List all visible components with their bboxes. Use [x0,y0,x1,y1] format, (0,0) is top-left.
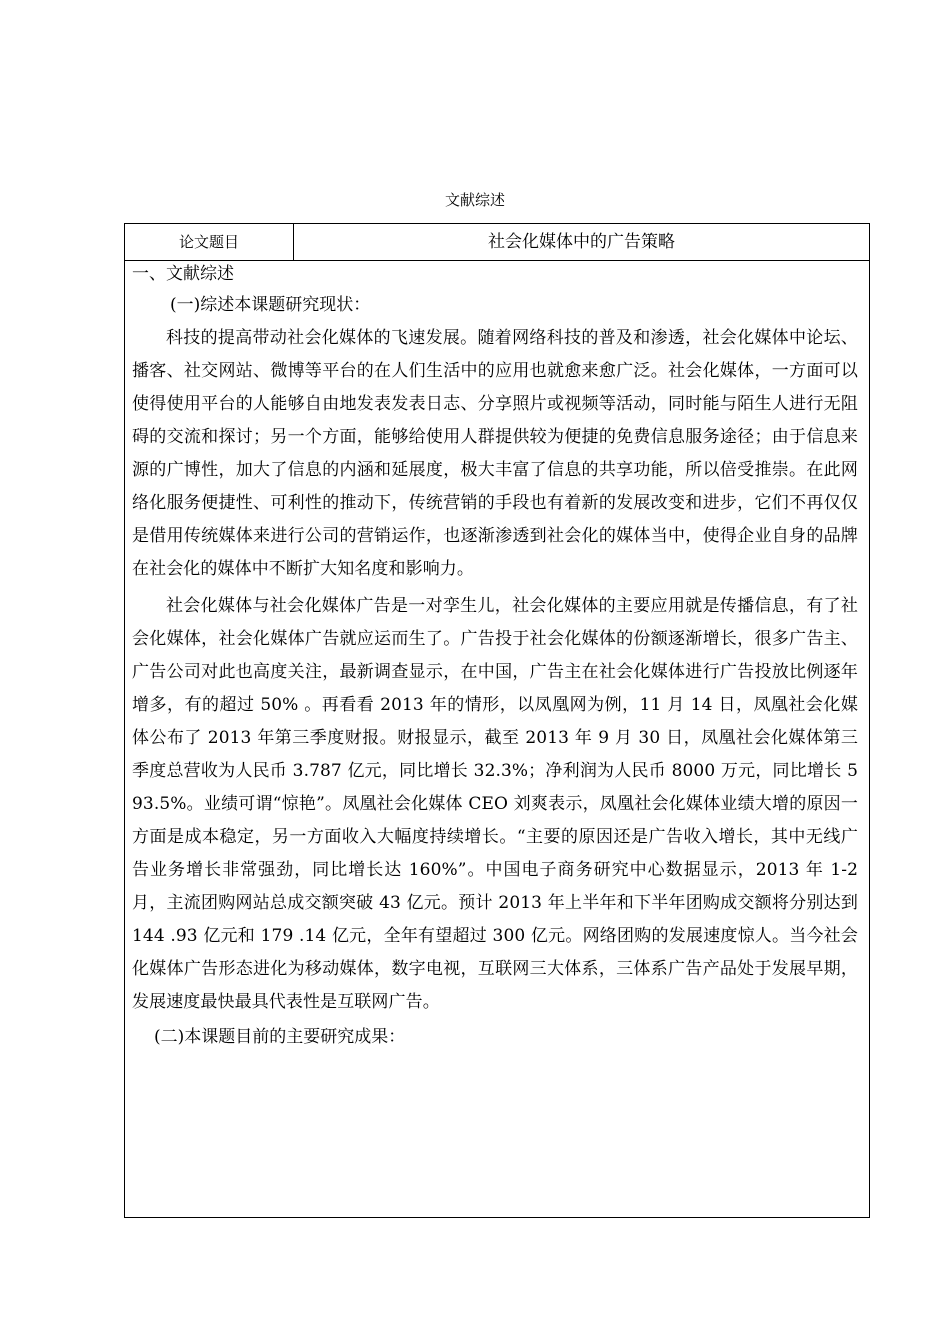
section-heading: 一、文献综述 [132,264,234,284]
paragraph-1: 科技的提高带动社会化媒体的飞速发展。随着网络科技的普及和渗透，社会化媒体中论坛、播客、社交网站、微博等平台的在人们生活中的应用也就愈来愈广泛。社会化媒体，一方面可以使得使用平台的人能够自由地发表发表日志、分享照片或视频等活动，同时能与陌生人进行无阻碍的交流和探讨；另一个方面，能够给使用人群提供较为便捷的免费信息服务途径；由于信息来源的广博性，加大了信息的内涵和延展度，极大丰富了信息的共享功能，所以倍受推崇。在此网络化服务便捷性、可利性的推动下，传统营销的手段也有着新的发展改变和进步，它们不再仅仅是借用传统媒体来进行公司的营销运作，也逐渐渗透到社会化的媒体当中，使得企业自身的品牌在社会化的媒体中不断扩大知名度和影响力。 [132,328,858,579]
review-table [124,223,870,1218]
subsection-heading-results: (二)本课题目前的主要研究成果： [154,1027,406,1047]
topic-value: 社会化媒体中的广告策略 [488,232,675,252]
subsection-heading-current-status: (一)综述本课题研究现状： [170,295,371,315]
review-body [125,261,869,1055]
topic-label: 论文题目 [125,224,294,260]
document-title: 文献综述 [444,191,505,209]
topic-row [125,224,869,261]
paragraph-2: 社会化媒体与社会化媒体广告是一对孪生儿，社会化媒体的主要应用就是传播信息，有了社会化媒体，社会化媒体广告就应运而生了。广告投于社会化媒体的份额逐渐增长，很多广告主、广告公司对此也高度关注，最新调查显示，在中国，广告主在社会化媒体进行广告投放比例逐年增多，有的超过 50% 。再看看 2013 年的情形，以凤凰网为例，11 月 14 日，凤凰社会化媒体公布了 2013 年第三季度财报。财报显示，截至 2013 年 9 月 30 日，凤凰社会化媒体第三季度总营收为人民币 3.787 亿元，同比增长 32.3%；净利润为人民币 8000 万元，同比增长 593.5%。业绩可谓“惊艳”。凤凰社会化媒体 CEO 刘爽表示，凤凰社会化媒体业绩大增的原因一方面是成本稳定，另一方面收入大幅度持续增长。“主要的原因还是广告收入增长，其中无线广告业务增长非常强劲，同比增长达 160%”。中国电子商务研究中心数据显示，2013 年 1-2 月，主流团购网站总成交额突破 43 亿元。预计 2013 年上半年和下半年团购成交额将分别达到 144 .93 亿元和 179 .14 亿元，全年有望超过 300 亿元。网络团购的发展速度惊人。当今社会化媒体广告形态进化为移动媒体，数字电视，互联网三大体系，三体系广告产品处于发展早期，发展速度最快最具代表性是互联网广告。 [132,596,858,1012]
